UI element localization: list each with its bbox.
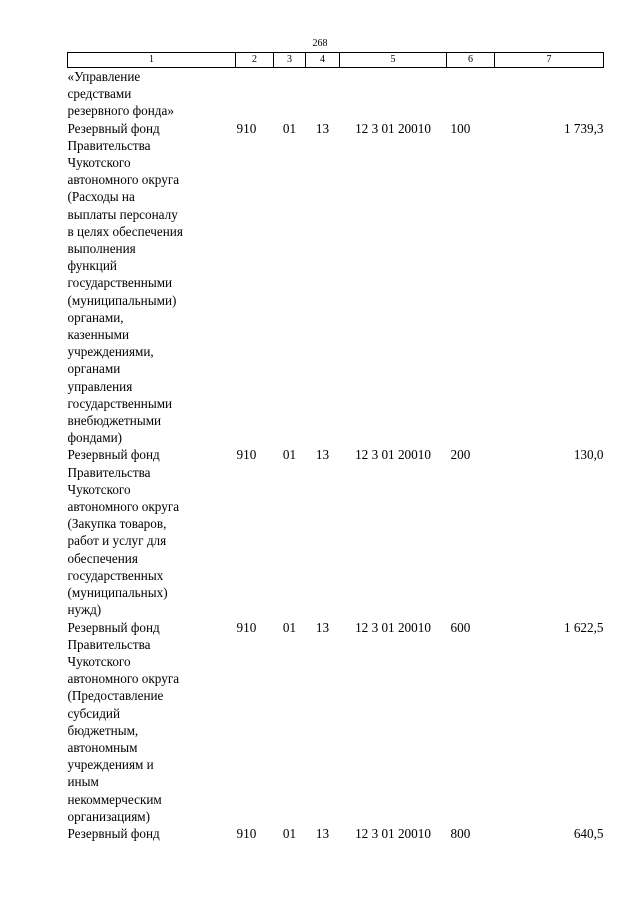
column-header-2: 2: [236, 53, 274, 68]
row-pr-cell: 13: [315, 447, 330, 463]
row-gr-cell: 910: [236, 447, 257, 463]
row-sum-cell: 1 739,3: [563, 120, 604, 136]
column-header-1: 1: [68, 53, 236, 68]
row-vr-cell: 600: [450, 619, 471, 635]
table-row: [68, 446, 604, 618]
table-row: [68, 619, 604, 825]
row-pr-cell: 13: [315, 825, 330, 841]
row-gr-cell: 910: [236, 825, 257, 841]
row-name-cell: Резервный фонд Правительства Чукотского автономного округа (Предоставление субсидий бюджетным, автономным учреждениям и иным некоммерческим организациям): [67, 619, 180, 824]
row-csr-cell: 12 3 01 20010: [355, 447, 431, 463]
budget-table: [67, 52, 604, 842]
row-rz-cell: 01: [282, 120, 297, 136]
column-header-3: 3: [274, 53, 306, 68]
row-pr-cell: 13: [315, 120, 330, 136]
column-header-7: 7: [495, 53, 604, 68]
row-sum-cell: 640,5: [573, 825, 604, 841]
row-rz-cell: 01: [282, 825, 297, 841]
row-rz-cell: 01: [282, 447, 297, 463]
column-number-header: [68, 53, 604, 68]
row-sum-cell: 130,0: [573, 447, 604, 463]
table-row: [68, 825, 604, 842]
row-gr-cell: 910: [236, 120, 257, 136]
table-row: [68, 120, 604, 447]
row-csr-cell: 12 3 01 20010: [355, 619, 431, 635]
row-sum-cell: 1 622,5: [563, 619, 604, 635]
intro-row: [68, 68, 604, 120]
page-number: 268: [312, 38, 328, 49]
row-pr-cell: 13: [315, 619, 330, 635]
column-header-6: 6: [447, 53, 495, 68]
row-name-cell: Резервный фонд: [67, 825, 160, 841]
row-name-cell: Резервный фонд Правительства Чукотского автономного округа (Закупка товаров, работ и услуг для обеспечения государственных (муниципальных) нужд): [67, 447, 180, 618]
row-csr-cell: 12 3 01 20010: [355, 120, 431, 136]
row-vr-cell: 200: [450, 447, 471, 463]
row-csr-cell: 12 3 01 20010: [355, 825, 431, 841]
row-vr-cell: 100: [450, 120, 471, 136]
column-header-5: 5: [340, 53, 447, 68]
row-vr-cell: 800: [450, 825, 471, 841]
row-gr-cell: 910: [236, 619, 257, 635]
row-rz-cell: 01: [282, 619, 297, 635]
column-header-4: 4: [306, 53, 340, 68]
intro-name-cell: «Управление средствами резервного фонда»: [67, 69, 174, 119]
row-name-cell: Резервный фонд Правительства Чукотского автономного округа (Расходы на выплаты персоналу в целях обеспечения выполнения функций государственными (муниципальными) органами, казенными учреждениями, органами управления государственными внебюджетными фондами): [67, 120, 183, 446]
